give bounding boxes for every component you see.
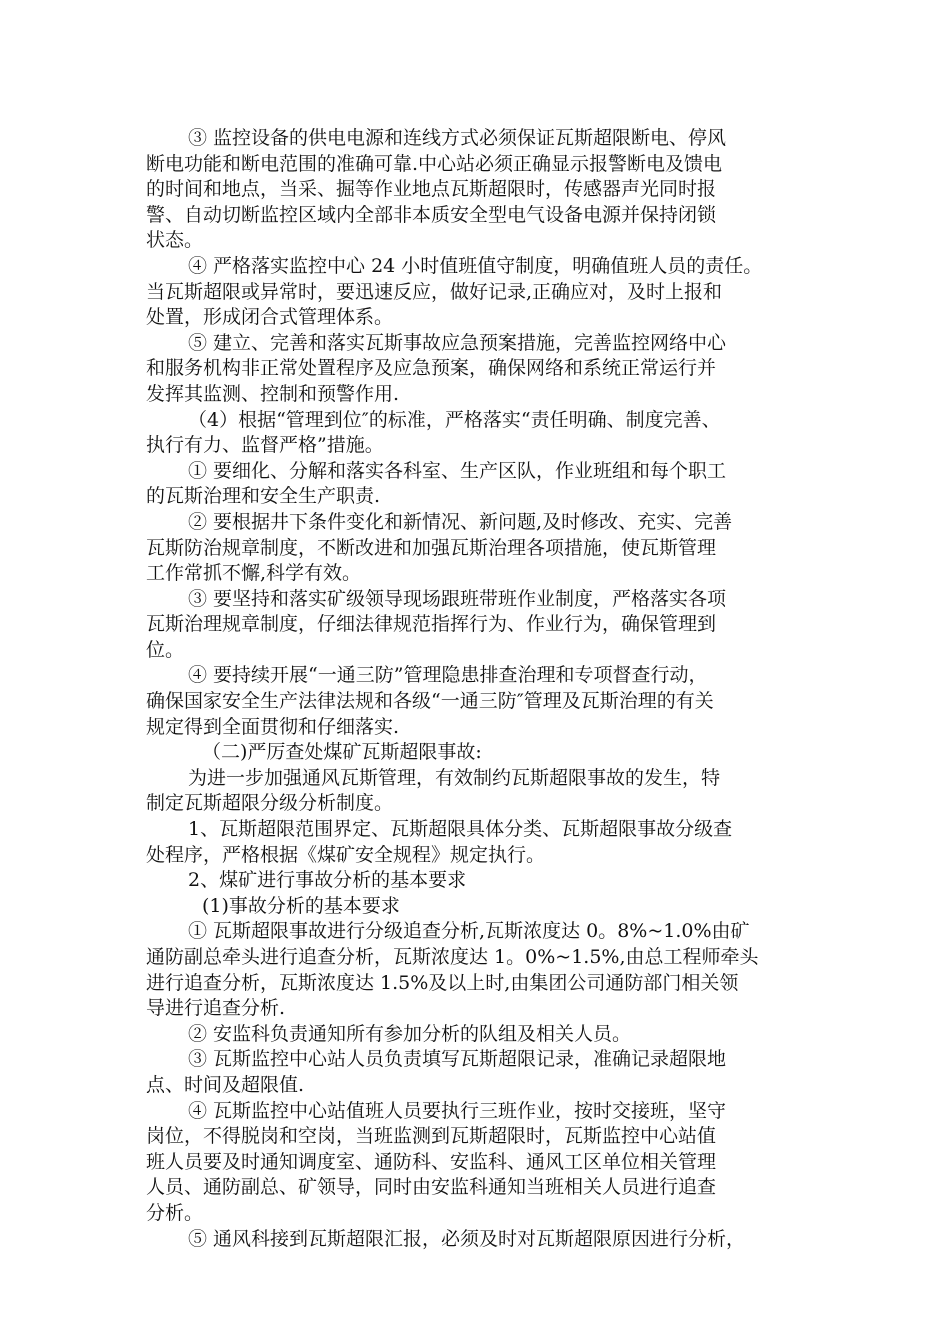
document-body [146, 126, 846, 1252]
text-line: 状态。 [146, 229, 204, 252]
text-line: ③ 监控设备的供电电源和连线方式必须保证瓦斯超限断电、停风 [188, 127, 727, 149]
text-line: （4）根据“管理到位″的标准，严格落实“责任明确、制度完善、 [188, 408, 721, 431]
text-line: ④ 要持续开展“一通三防”管理隐患排查治理和专项督查行动， [188, 664, 708, 687]
text-line: (1)事故分析的基本要求 [202, 894, 400, 917]
text-line: 处程序，严格根据《煤矿安全规程》规定执行。 [146, 843, 546, 866]
text-line: 的时间和地点，当采、掘等作业地点瓦斯超限时，传感器声光同时报 [146, 178, 717, 201]
text-line: 位。 [146, 638, 185, 661]
text-line: 执行有力、监督严格”措施。 [146, 434, 384, 457]
text-line: 当瓦斯超限或异常时，要迅速反应，做好记录,正确应对，及时上报和 [146, 280, 723, 303]
text-line: ③ 瓦斯监控中心站人员负责填写瓦斯超限记录，准确记录超限地 [188, 1048, 727, 1071]
text-line: ⑤ 建立、完善和落实瓦斯事故应急预案措施，完善监控网络中心 [188, 331, 727, 354]
text-line: 发挥其监测、控制和预警作用. [146, 382, 400, 405]
text-line: 班人员要及时通知调度室、通防科、安监科、通风工区单位相关管理 [146, 1150, 717, 1173]
text-line: 规定得到全面贯彻和仔细落实. [146, 715, 400, 738]
text-line: 分析。 [146, 1201, 204, 1224]
text-line: 通防副总牵头进行追查分析，瓦斯浓度达 1。0%~1.5%,由总工程师牵头 [146, 946, 759, 968]
text-line: ④ 瓦斯监控中心站值班人员要执行三班作业，按时交接班，坚守 [188, 1099, 727, 1122]
text-line: ② 要根据井下条件变化和新情况、新问题,及时修改、充实、完善 [188, 510, 733, 533]
text-line: ② 安监科负责通知所有参加分析的队组及相关人员。 [188, 1022, 632, 1045]
text-line: ① 瓦斯超限事故进行分级追查分析,瓦斯浓度达 0。8%~1.0%由矿 [188, 920, 750, 943]
text-line: ④ 严格落实监控中心 24 小时值班值守制度，明确值班人员的责任。 [188, 254, 763, 277]
text-line: 点、时间及超限值. [146, 1073, 305, 1096]
text-line: 2、煤矿进行事故分析的基本要求 [188, 869, 467, 892]
text-line: ⑤ 通风科接到瓦斯超限汇报，必须及时对瓦斯超限原因进行分析， [188, 1227, 746, 1250]
text-line: 制定瓦斯超限分级分析制度。 [146, 792, 394, 815]
text-line: 工作常抓不懈,科学有效。 [146, 562, 362, 585]
text-line: 岗位，不得脱岗和空岗，当班监测到瓦斯超限时，瓦斯监控中心站值 [146, 1125, 717, 1148]
text-line: （二)严厉查处煤矿瓦斯超限事故: [202, 741, 482, 764]
text-line: 瓦斯防治规章制度，不断改进和加强瓦斯治理各项措施，使瓦斯管理 [146, 536, 717, 559]
text-line: ③ 要坚持和落实矿级领导现场跟班带班作业制度，严格落实各项 [188, 587, 727, 610]
text-line: 导进行追查分析. [146, 997, 286, 1020]
text-line: 和服务机构非正常处置程序及应急预案，确保网络和系统正常运行并 [146, 357, 717, 380]
text-line: 确保国家安全生产法律法规和各级“一通三防″管理及瓦斯治理的有关 [146, 690, 714, 713]
text-line: 为进一步加强通风瓦斯管理，有效制约瓦斯超限事故的发生，特 [188, 766, 721, 789]
text-line: 进行追查分析，瓦斯浓度达 1.5%及以上时,由集团公司通防部门相关领 [146, 971, 739, 994]
text-line: ① 要细化、分解和落实各科室、生产区队，作业班组和每个职工 [188, 459, 727, 482]
text-line: 处置，形成闭合式管理体系。 [146, 306, 394, 329]
text-line: 断电功能和断电范围的准确可靠.中心站必须正确显示报警断电及馈电 [146, 152, 723, 175]
text-line: 的瓦斯治理和安全生产职责. [146, 485, 381, 508]
text-line: 瓦斯治理规章制度，仔细法律规范指挥行为、作业行为，确保管理到 [146, 613, 717, 636]
text-line: 1、瓦斯超限范围界定、瓦斯超限具体分类、瓦斯超限事故分级查 [188, 818, 733, 841]
text-line: 警、自动切断监控区域内全部非本质安全型电气设备电源并保持闭锁 [146, 203, 717, 226]
text-line: 人员、通防副总、矿领导，同时由安监科通知当班相关人员进行追查 [146, 1176, 717, 1199]
